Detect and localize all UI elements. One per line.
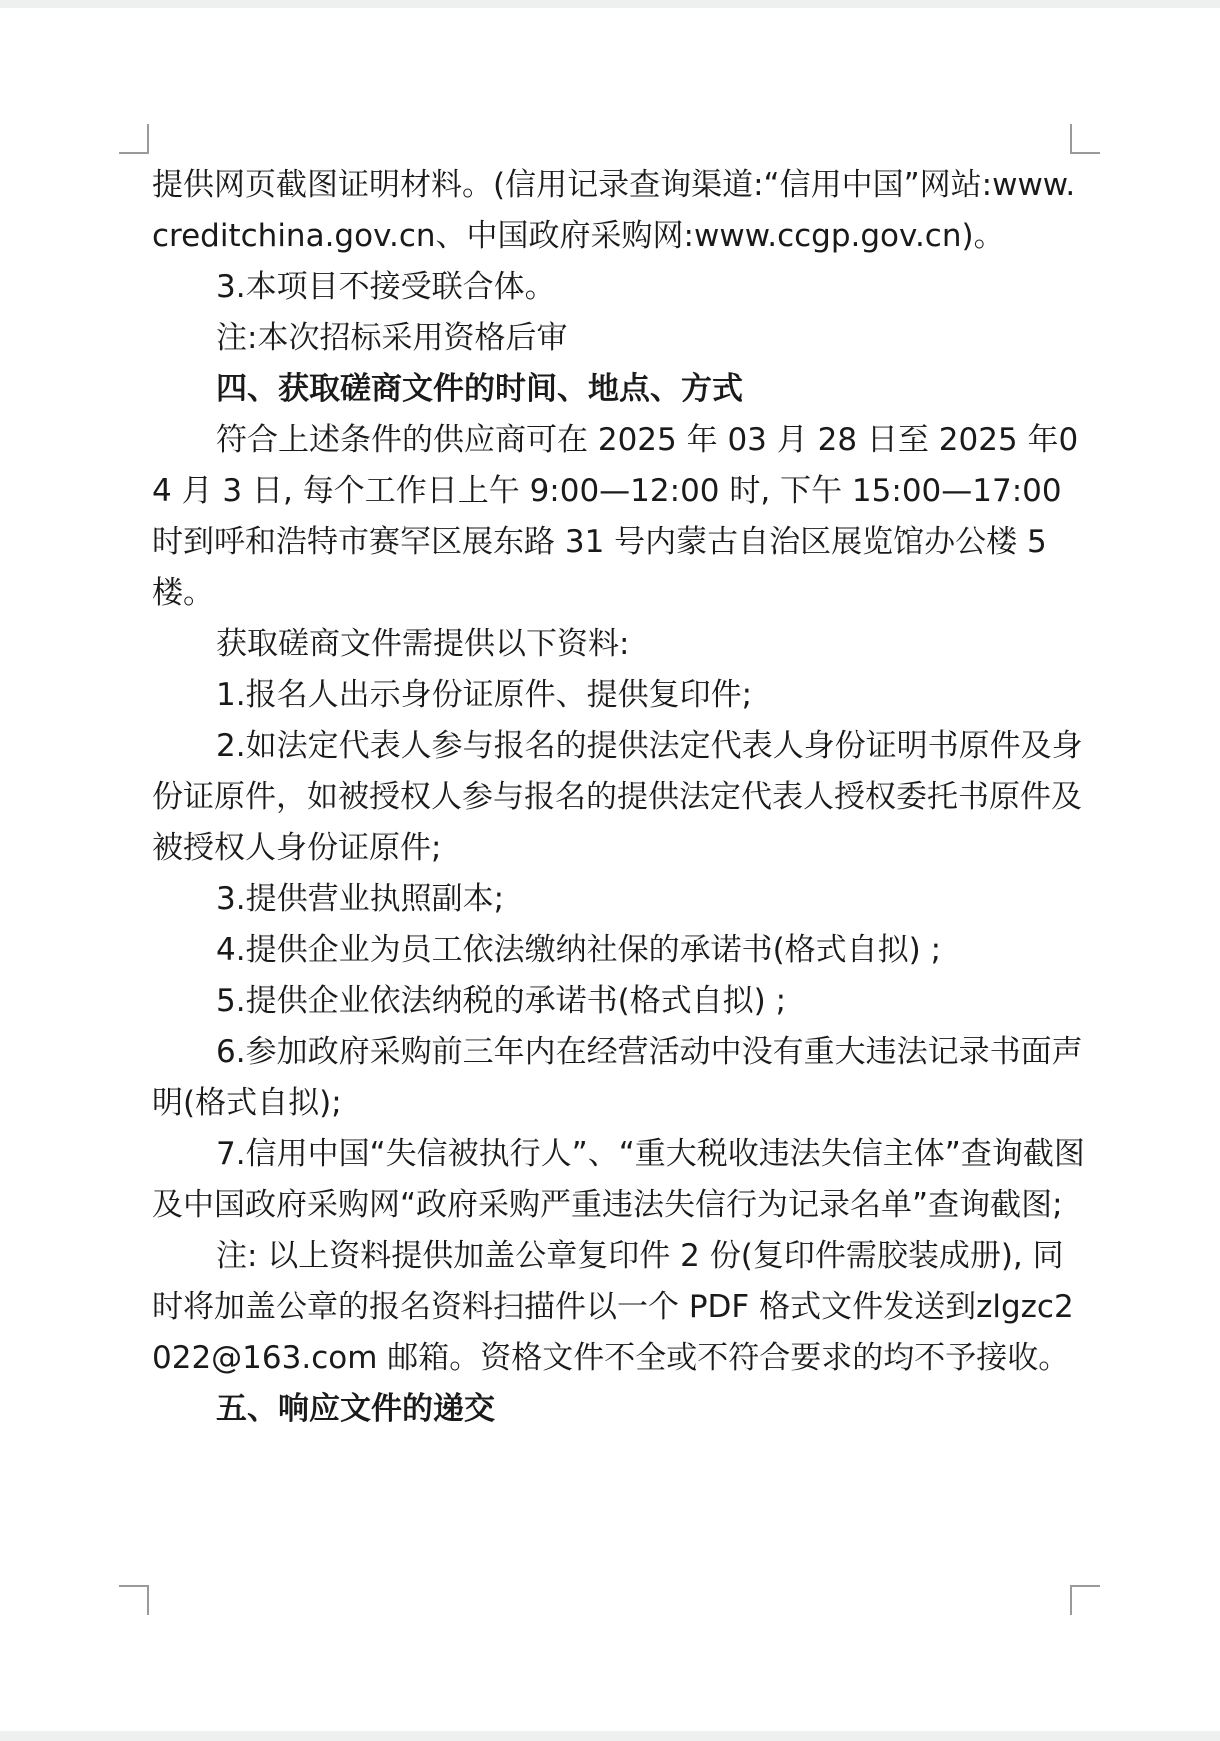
top-strip	[0, 0, 1220, 8]
paragraph-time-place: 符合上述条件的供应商可在 2025 年 03 月 28 日至 2025 年04 月 3 日, 每个工作日上午 9:00—12:00 时, 下午 15:00—17:00时到呼和浩特市赛罕区展东路 31 号内蒙古自治区展览馆办公楼 5楼。	[152, 422, 1079, 611]
list-item-1: 1.报名人出示身份证原件、提供复印件;	[216, 677, 753, 713]
list-item-7: 7.信用中国“失信被执行人”、“重大税收违法失信主体”查询截图及中国政府采购网“政府采购严重违法失信行为记录名单”查询截图;	[152, 1136, 1085, 1223]
paragraph-no-consortium: 3.本项目不接受联合体。	[216, 269, 556, 305]
document-body	[152, 160, 1092, 1435]
crop-mark-top-right	[1070, 124, 1100, 154]
crop-mark-bottom-left	[119, 1585, 149, 1615]
paragraph-required-materials-intro: 获取磋商文件需提供以下资料:	[216, 626, 630, 662]
list-item-3: 3.提供营业执照副本;	[216, 881, 505, 917]
paragraph-note-post-qualification: 注:本次招标采用资格后审	[216, 320, 568, 356]
crop-mark-bottom-right	[1070, 1585, 1100, 1615]
crop-mark-top-left	[119, 124, 149, 154]
section-heading-5: 五、响应文件的递交	[216, 1391, 495, 1427]
bottom-strip	[0, 1731, 1220, 1741]
paragraph-note-copies: 注: 以上资料提供加盖公章复印件 2 份(复印件需胶装成册), 同时将加盖公章的报名资料扫描件以一个 PDF 格式文件发送到zlgzc2022@163.com 邮箱。资格文件不全或不符合要求的均不予接收。	[152, 1238, 1074, 1376]
list-item-5: 5.提供企业依法纳税的承诺书(格式自拟) ;	[216, 983, 787, 1019]
list-item-6: 6.参加政府采购前三年内在经营活动中没有重大违法记录书面声明(格式自拟);	[152, 1034, 1083, 1121]
list-item-4: 4.提供企业为员工依法缴纳社保的承诺书(格式自拟) ;	[216, 932, 942, 968]
section-heading-4: 四、获取磋商文件的时间、地点、方式	[216, 371, 743, 407]
paragraph-credit-channels: 提供网页截图证明材料。(信用记录查询渠道:“信用中国”网站:www.creditchina.gov.cn、中国政府采购网:www.ccgp.gov.cn)。	[152, 167, 1076, 254]
list-item-2: 2.如法定代表人参与报名的提供法定代表人身份证明书原件及身份证原件，如被授权人参与报名的提供法定代表人授权委托书原件及被授权人身份证原件;	[152, 728, 1083, 866]
